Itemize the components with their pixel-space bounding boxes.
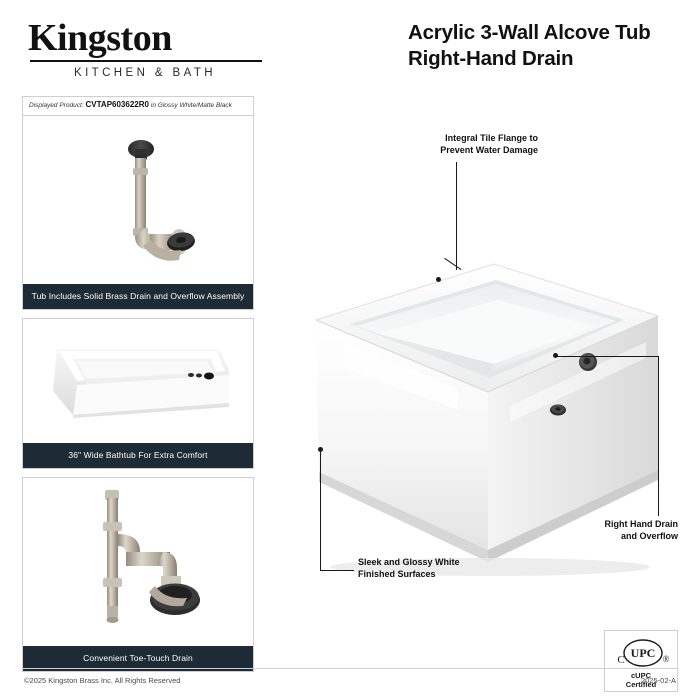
brand-name: Kingston (28, 17, 172, 59)
leader-drain-horizontal (556, 356, 659, 357)
brand-divider (30, 60, 262, 62)
leader-finish-horizontal (320, 570, 354, 571)
brand-tagline: KITCHEN & BATH (74, 67, 216, 79)
panel-drain-overflow (22, 116, 254, 310)
panel-toe-touch-drain (22, 477, 254, 672)
panel-image-toe-touch-drain (23, 478, 253, 646)
svg-text:C: C (617, 654, 625, 666)
callout-tile-flange-line1: Integral Tile Flange to (445, 133, 538, 143)
leader-endpoint-tile-flange (436, 277, 441, 282)
callout-glossy-finish (358, 556, 528, 580)
footer-document-code: 2025-02-A (640, 676, 676, 685)
panel-image-wide-bathtub (23, 319, 253, 443)
svg-text:®: ® (662, 654, 670, 664)
displayed-product-bar (22, 96, 254, 116)
displayed-product-code: CVTAP603622R0 (85, 100, 149, 109)
leader-finish-vertical (320, 450, 321, 571)
svg-text:UPC: UPC (630, 646, 656, 660)
leader-tile-flange-vertical (456, 162, 457, 270)
title-line-2: Right-Hand Drain (408, 47, 574, 70)
brand-logo (28, 18, 278, 79)
callout-right-hand-drain (532, 518, 678, 542)
bathtub-topview-illustration (23, 319, 253, 443)
drain-overflow-illustration (23, 116, 253, 284)
leader-endpoint-finish (318, 447, 323, 452)
displayed-product-prefix: Displayed Product: (29, 102, 84, 109)
left-panel-column (22, 96, 254, 672)
displayed-product-finish: in Glossy White/Matte Black (150, 102, 232, 109)
title-line-1: Acrylic 3-Wall Alcove Tub (408, 21, 651, 44)
cupc-label-line1: cUPC (630, 671, 651, 680)
page-title (408, 20, 688, 72)
callout-glossy-finish-line2: Finished Surfaces (358, 569, 436, 579)
panel-image-drain-overflow (23, 116, 253, 284)
cupc-label-line2: Certified (625, 680, 657, 689)
leader-endpoint-drain (553, 353, 558, 358)
callout-right-hand-drain-line2: and Overflow (620, 531, 678, 541)
footer-copyright: ©2025 Kingston Brass Inc. All Rights Reserved (24, 676, 181, 685)
panel-caption-toe-touch-drain: Convenient Toe-Touch Drain (23, 646, 253, 671)
panel-wide-bathtub (22, 318, 254, 469)
footer-divider (22, 668, 678, 669)
toe-touch-drain-illustration (23, 478, 253, 638)
panel-caption-wide-bathtub: 36" Wide Bathtub For Extra Comfort (23, 443, 253, 468)
callout-right-hand-drain-line1: Right Hand Drain (604, 519, 678, 529)
panel-caption-drain-overflow: Tub Includes Solid Brass Drain and Overflow Assembly (23, 284, 253, 309)
leader-drain-vertical (658, 356, 659, 516)
callout-tile-flange (390, 132, 538, 156)
callout-glossy-finish-line1: Sleek and Glossy White (358, 557, 460, 567)
callout-tile-flange-line2: Prevent Water Damage (440, 145, 538, 155)
page-header (0, 0, 700, 92)
